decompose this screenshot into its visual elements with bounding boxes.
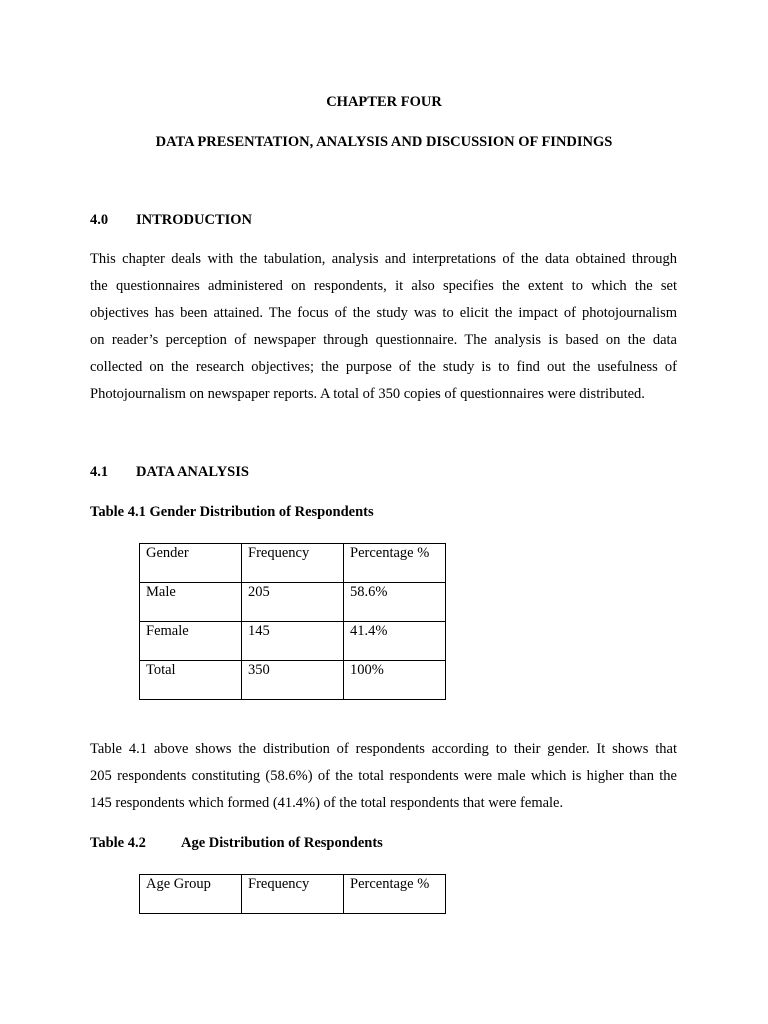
paragraph-line: 145 respondents which formed (41.4%) of the total respondents that were female. [90,795,564,811]
age-distribution-table [139,874,446,914]
table-header-row [140,875,446,914]
chapter-number: CHAPTER FOUR [326,94,442,110]
table-cell: Male [140,583,242,622]
chapter-title: DATA PRESENTATION, ANALYSIS AND DISCUSSION OF FINDINGS [155,134,613,150]
section-number: 4.1 [90,464,109,480]
gender-distribution-table [139,543,446,700]
section-title: INTRODUCTION [136,212,253,228]
paragraph-line: collected on the research objectives; the purpose of the study is to find out the usefulness of [90,359,677,375]
table-header-cell: Gender [140,544,242,583]
section-heading-introduction [90,212,253,229]
table-header-cell: Age Group [140,875,242,914]
table-caption-number: Table 4.2 [90,835,146,851]
table-cell: Female [140,622,242,661]
table-cell: 350 [242,661,344,700]
table-caption [90,835,383,852]
paragraph-line: Table 4.1 above shows the distribution of respondents according to their gender. It shows that [90,741,677,757]
table-cell: 41.4% [344,622,446,661]
paragraph-line: Photojournalism on newspaper reports. A total of 350 copies of questionnaires were distributed. [90,386,645,402]
table-cell: 145 [242,622,344,661]
table-header-row [140,544,446,583]
table-cell: 58.6% [344,583,446,622]
section-heading-data-analysis [90,464,249,481]
table-header-cell: Percentage % [344,875,446,914]
table-cell: 205 [242,583,344,622]
table-header-cell: Frequency [242,544,344,583]
table-discussion-paragraph [90,736,677,817]
table-caption-title: Age Distribution of Respondents [181,835,383,851]
paragraph-line: the questionnaires administered on respondents, it also specifies the extent to which the set [90,278,677,294]
table-row [140,622,446,661]
section-title: DATA ANALYSIS [136,464,249,480]
table-caption: Table 4.1 Gender Distribution of Respondents [90,504,374,520]
table-cell: Total [140,661,242,700]
introduction-paragraph [90,246,677,408]
paragraph-line: 205 respondents constituting (58.6%) of the total respondents were male which is higher than the [90,768,677,784]
table-header-cell: Frequency [242,875,344,914]
table-row [140,661,446,700]
table-cell: 100% [344,661,446,700]
paragraph-line: objectives has been attained. The focus of the study was to elicit the impact of photojournalism [90,305,677,321]
paragraph-line: This chapter deals with the tabulation, analysis and interpretations of the data obtained through [90,251,677,267]
section-number: 4.0 [90,212,109,228]
table-header-cell: Percentage % [344,544,446,583]
table-row [140,583,446,622]
paragraph-line: on reader’s perception of newspaper through questionnaire. The analysis is based on the data [90,332,677,348]
